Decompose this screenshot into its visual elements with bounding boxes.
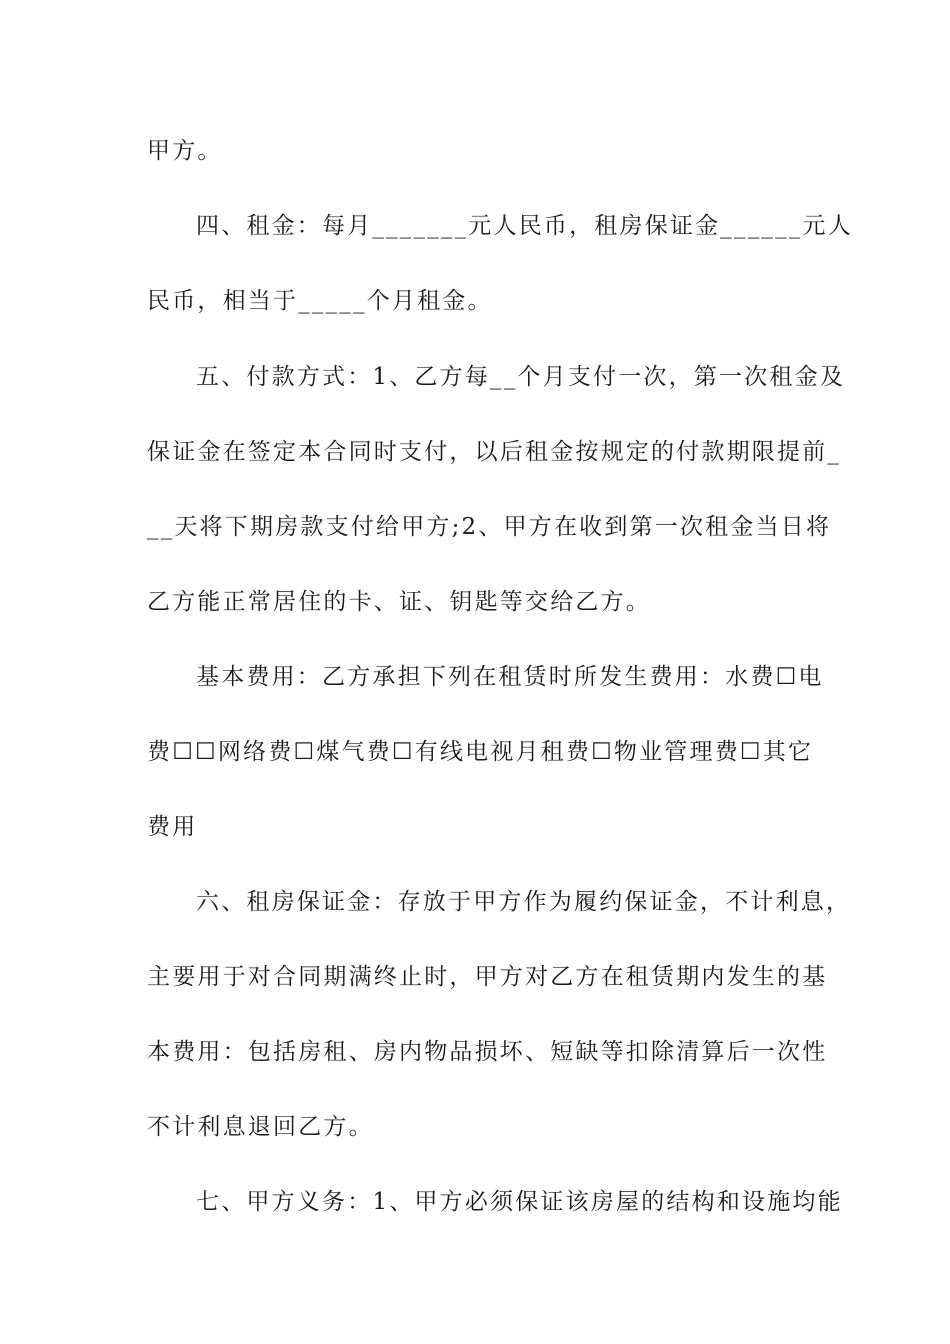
section-5-payment-line-4: 乙方能正常居住的卡、证、钥匙等交给乙方。 — [147, 589, 651, 615]
basic-fees-line-2: 费☐☐网络费☐煤气费☐有线电视月租费☐物业管理费☐其它 — [147, 739, 814, 765]
section-6-deposit-line-4: 不计利息退回乙方。 — [147, 1114, 374, 1140]
section-5-payment-line-2: 保证金在签定本合同时支付，以后租金按规定的付款期限提前_ — [147, 439, 842, 465]
section-5-payment-line-3: __天将下期房款支付给甲方;2、甲方在收到第一次租金当日将 — [147, 514, 832, 540]
section-4-rent-line-2: 民币，相当于_____个月租金。 — [147, 288, 493, 314]
section-6-deposit-line-3: 本费用：包括房租、房内物品损坏、短缺等扣除清算后一次性 — [147, 1039, 828, 1065]
section-6-deposit-line-2: 主要用于对合同期满终止时，甲方对乙方在租赁期内发生的基 — [147, 964, 828, 990]
text-line-1: 甲方。 — [147, 138, 223, 164]
basic-fees-line-1: 基本费用：乙方承担下列在租赁时所发生费用：水费☐电 — [196, 664, 824, 690]
section-4-rent-line-1: 四、租金：每月_______元人民币，租房保证金______元人 — [196, 213, 853, 239]
section-5-payment-line-1: 五、付款方式：1、乙方每__个月支付一次，第一次租金及 — [196, 364, 846, 390]
section-7-landlord-duties-line-1: 七、甲方义务：1、甲方必须保证该房屋的结构和设施均能 — [196, 1189, 843, 1215]
section-6-deposit-line-1: 六、租房保证金：存放于甲方作为履约保证金，不计利息， — [196, 889, 852, 915]
basic-fees-line-3: 费用 — [147, 814, 198, 840]
